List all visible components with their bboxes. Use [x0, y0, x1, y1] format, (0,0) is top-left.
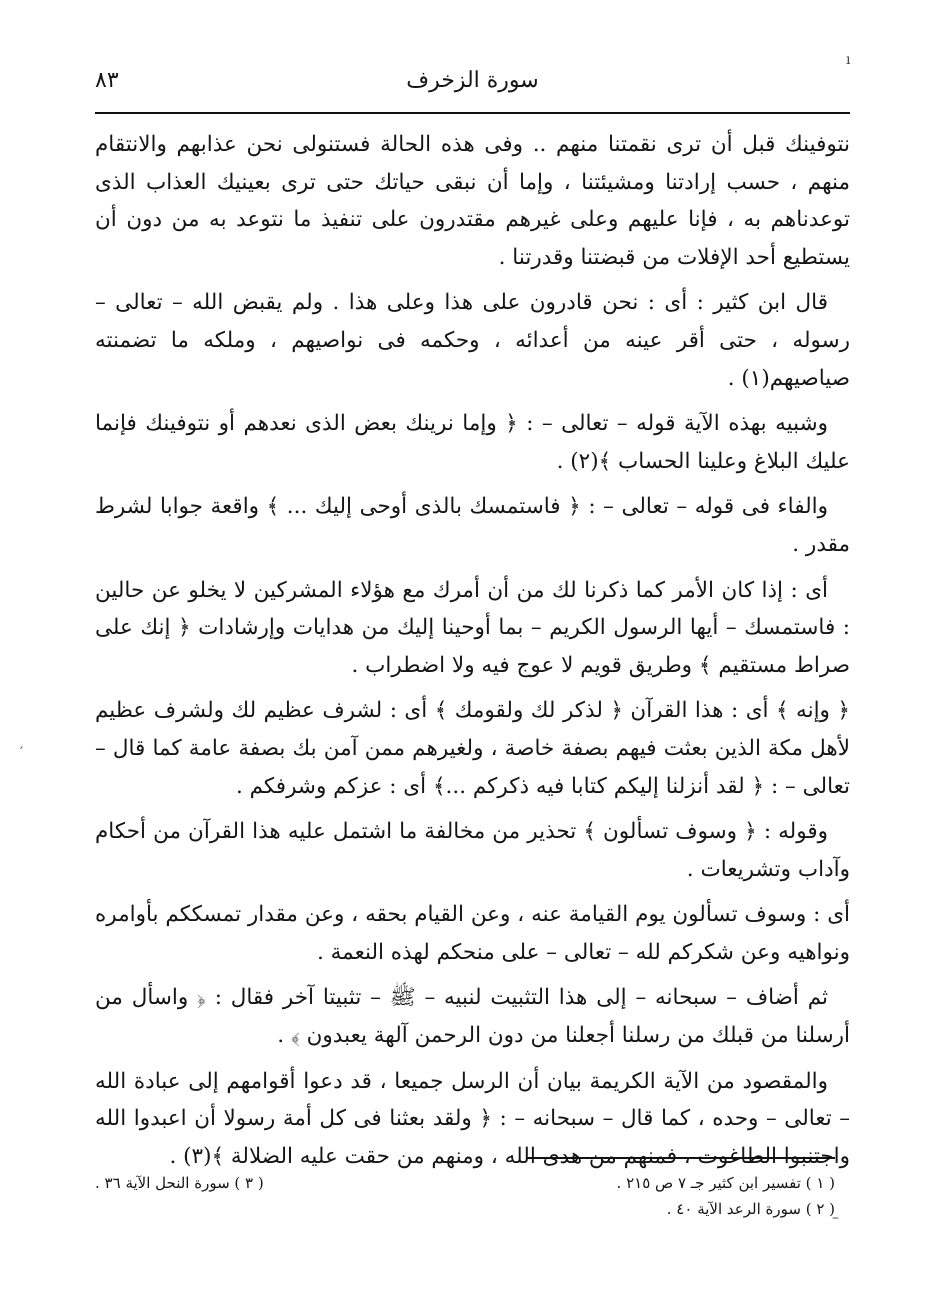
footnote-1: ( ١ ) تفسير ابن كثير جـ ٧ ص ٢١٥ .: [616, 1174, 835, 1192]
paragraph-3: وشبيه بهذه الآية قوله – تعالى – : ﴿ وإما نرينك بعض الذى نعدهم أو نتوفينك فإنما عليك البلاغ وعلينا الحساب ﴾(٢) .: [95, 411, 850, 474]
footnote-row: [95, 1170, 835, 1196]
paragraph-1: نتوفينك قبل أن ترى نقمتنا منهم .. وفى هذه الحالة فستنولى نحن عذابهم والانتقام منهم ، حسب إرادتنا ومشيئتنا ، وإما أن نبقى حياتك حتى ترى بعينيك العذاب الذى توعدناهم به ، فإنا عليهم وعلى غيرهم مقتدرون على تنفيذ ما نتوعد به من دون أن يستطيع أحد الإفلات من قبضتنا وقدرتنا .: [95, 132, 850, 270]
paragraph-8: أى : وسوف تسألون يوم القيامة عنه ، وعن القيام بحقه ، وعن مقدار تمسككم بأوامره ونواهيه وعن شكركم لله – تعالى – على منحكم لهذه النعمة .: [95, 902, 850, 965]
paragraph-10: والمقصود من الآية الكريمة بيان أن الرسل جميعا ، قد دعوا أقوامهم إلى عبادة الله – تعالى – وحده ، كما قال – سبحانه – : ﴿ ولقد بعثنا فى كل أمة رسولا أن اعبدوا الله واجتنبوا الطاغوت ، فمنهم من هدى الله ، ومنهم من حقت عليه الضلالة ﴾(٣) .: [95, 1068, 850, 1169]
page-number: ٨٣: [95, 68, 119, 93]
paragraph-9: ثم أضاف – سبحانه – إلى هذا التثبيت لنبيه – ﷺ – تثبيتا آخر فقال : ﴿ واسأل من أرسلنا من قبلك من رسلنا أجعلنا من دون الرحمن آلهة يعبدون ﴾ .: [95, 985, 850, 1049]
footnote-2: ( ٢ ) سورة الرعد الآية ٤٠ .: [666, 1200, 835, 1218]
paragraph-6: ﴿ وإنه ﴾ أى : هذا القرآن ﴿ لذكر لك ولقومك ﴾ أى : لشرف عظيم لك ولشرف عظيم لأهل مكة الذين بعثت فيهم بصفة خاصة ، ولغيرهم ممن آمن بك بصفة عامة كما قال – تعالى – : ﴿ لقد أنزلنا إليكم كتابا فيه ذكركم ...﴾ أى : عزكم وشرفكم .: [95, 698, 850, 799]
footnote-rule: [527, 1157, 835, 1159]
footnotes: [95, 1170, 835, 1222]
footnote-3: ( ٣ ) سورة النحل الآية ٣٦ .: [95, 1174, 264, 1192]
body-text: [95, 126, 850, 1183]
paragraph-5: أى : إذا كان الأمر كما ذكرنا لك من أن أمرك مع هؤلاء المشركين لا يخلو عن حالين : فاستمسك – أيها الرسول الكريم – بما أوحينا إليك من هدايات وإرشادات ﴿ إنك على صراط مستقيم ﴾ وطريق قويم لا عوج فيه ولا اضطراب .: [95, 577, 850, 678]
header-rule: [95, 112, 850, 114]
paragraph-2: قال ابن كثير : أى : نحن قادرون على هذا وعلى هذا . ولم يقبض الله – تعالى – رسوله ، حتى أقر عينه من أعدائه ، وحكمه فى نواصيهم ، وملكه ما تضمنته صياصيهم(١) .: [95, 290, 850, 391]
footnote-row: [95, 1196, 835, 1222]
paragraph-4: والفاء فى قوله – تعالى – : ﴿ فاستمسك بالذى أوحى إليك ... ﴾ واقعة جوابا لشرط مقدر .: [95, 494, 850, 557]
surah-title: سورة الزخرف: [406, 68, 539, 93]
scan-mark: ′: [20, 745, 24, 761]
page-header: [95, 68, 850, 108]
scan-mark: ı: [846, 52, 851, 68]
paragraph-7: وقوله : ﴿ وسوف تسألون ﴾ تحذير من مخالفة ما اشتمل عليه هذا القرآن من أحكام وآداب وتشريعات .: [95, 819, 850, 882]
scan-mark: –: [832, 1210, 839, 1226]
